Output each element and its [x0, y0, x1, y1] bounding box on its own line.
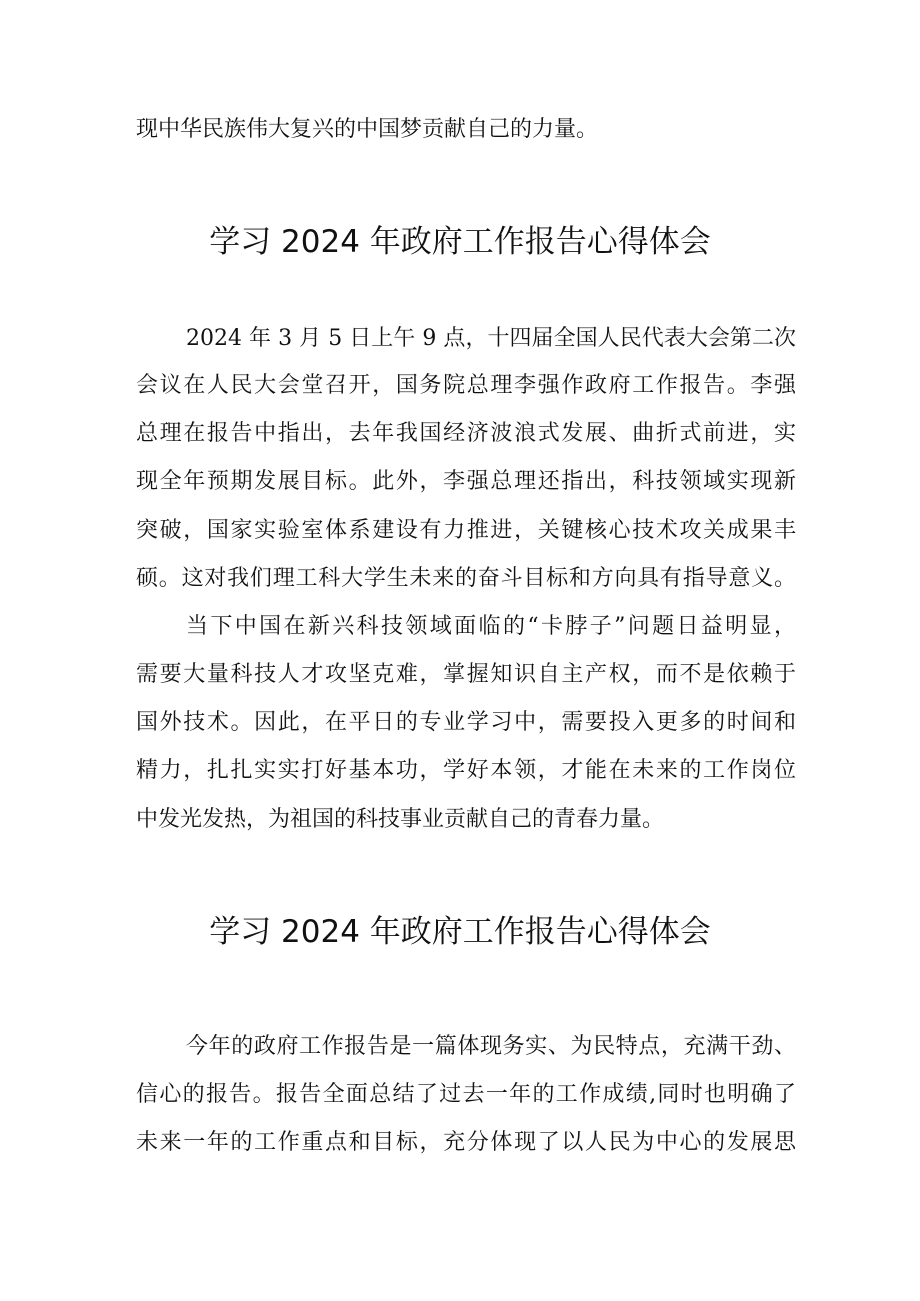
paragraph-line: 信心的报告。报告全面总结了过去一年的工作成绩,同时也明确了: [136, 1082, 796, 1107]
paragraph-line: 总理在报告中指出，去年我国经济波浪式发展、曲折式前进，实: [136, 421, 796, 446]
intro-line: 现中华民族伟大复兴的中国梦贡献自己的力量。: [136, 117, 599, 142]
paragraph-line: 现全年预期发展目标。此外，李强总理还指出，科技领域实现新: [136, 469, 796, 494]
paragraph-line: 精力，扎扎实实打好基本功，学好本领，才能在未来的工作岗位: [136, 758, 796, 783]
section-title-1: 学习 2024 年政府工作报告心得体会: [209, 224, 711, 260]
paragraph-line: 国外技术。因此，在平日的专业学习中，需要投入更多的时间和: [136, 710, 796, 735]
paragraph-line: 今年的政府工作报告是一篇体现务实、为民特点，充满干劲、: [186, 1034, 796, 1059]
paragraph-line: 会议在人民大会堂召开，国务院总理李强作政府工作报告。李强: [136, 373, 796, 398]
paragraph-line: 中发光发热，为祖国的科技事业贡献自己的青春力量。: [136, 807, 665, 832]
paragraph-line: 突破，国家实验室体系建设有力推进，关键核心技术攻关成果丰: [136, 518, 796, 543]
paragraph-line: 当下中国在新兴科技领域面临的“卡脖子”问题日益明显，: [186, 614, 796, 639]
paragraph-line: 需要大量科技人才攻坚克难，掌握知识自主产权，而不是依赖于: [136, 662, 796, 687]
paragraph-line: 硕。这对我们理工科大学生未来的奋斗目标和方向具有指导意义。: [136, 566, 796, 591]
paragraph-line: 2024 年 3 月 5 日上午 9 点，十四届全国人民代表大会第二次: [186, 326, 796, 351]
paragraph-line: 未来一年的工作重点和目标，充分体现了以人民为中心的发展思: [136, 1130, 796, 1155]
section-title-2: 学习 2024 年政府工作报告心得体会: [209, 914, 711, 950]
